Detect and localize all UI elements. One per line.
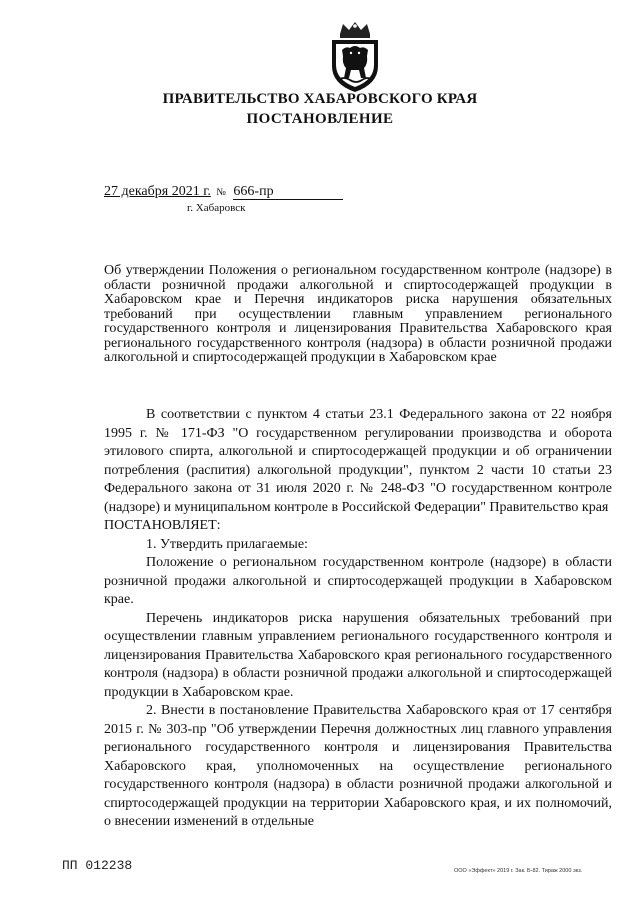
document-number: 666-пр (233, 185, 343, 200)
item-1-risk-indicators: Перечень индикаторов риска нарушения обязательных требований при осуществлении главным управлением регионального государственного контроля и лицензирования Правительства Хабаровского края регионального государственного контроля (надзора) в области розничной продажи алкогольной и спиртосодержащей продукции в Хабаровском крае. (104, 610, 612, 700)
item-1: 1. Утвердить прилагаемые: (146, 536, 308, 552)
item-2: 2. Внести в постановление Правительства Хабаровского края от 17 сентября 2015 г. № 303-пр "Об утверждении Перечня должностных лиц главного управления регионального государственного контроля и лицензирования Правительства Хабаровского края, уполномоченных на осуществление регионального государственного контроля (надзора) в области розничной продажи алкогольной и спиртосодержащей продукции на территории Хабаровского края, и их полномочий, о внесении изменений в отдельные (104, 703, 612, 829)
preamble-paragraph: В соответствии с пунктом 4 статьи 23.1 Федерального закона от 22 ноября 1995 г. № 171-ФЗ "О государственном регулировании производства и оборота этилового спирта, алкогольной и спиртосодержащей продукции и об ограничении потребления (распития) алкогольной продукции", пунктом 2 части 10 статьи 23 Федерального закона от 31 июля 2020 г. № 248-ФЗ "О государственном контроле (надзоре) и муниципальном контроле в Российской Федерации" Правительство края (104, 407, 612, 515)
city: г. Хабаровск (187, 202, 246, 214)
government-title: ПРАВИТЕЛЬСТВО ХАБАРОВСКОГО КРАЯ (162, 91, 478, 107)
document-subject: Об утверждении Положения о региональном государственном контроле (надзоре) в области розничной продажи алкогольной и спиртосодержащей продукции в Хабаровском крае и Перечня индикаторов риска нарушения обязательных требований при осуществлении главным управлением регионального государственного контроля и лицензирования Правительства Хабаровского края регионального государственного контроля (надзора) в области розничной продажи алкогольной и спиртосодержащей продукции в Хабаровском крае (104, 263, 612, 365)
decree-word: ПОСТАНОВЛЯЕТ: (104, 518, 221, 533)
number-sign: № (216, 187, 226, 198)
item-1-regulation: Положение о региональном государственном контроле (надзоре) в области розничной продажи алкогольной и спиртосодержащей продукции в Хабаровском крае. (104, 555, 612, 607)
document-type: ПОСТАНОВЛЕНИЕ (246, 111, 394, 127)
coat-of-arms-icon (328, 20, 382, 94)
printer-info: ООО «Эффект» 2019 г. Зак. Б-82. Тираж 2000 экз. (454, 868, 583, 874)
document-body (104, 406, 612, 832)
document-date: 27 декабря 2021 г. (104, 184, 211, 199)
form-serial-code: ПП 012238 (62, 858, 133, 873)
date-number-line (104, 184, 343, 200)
